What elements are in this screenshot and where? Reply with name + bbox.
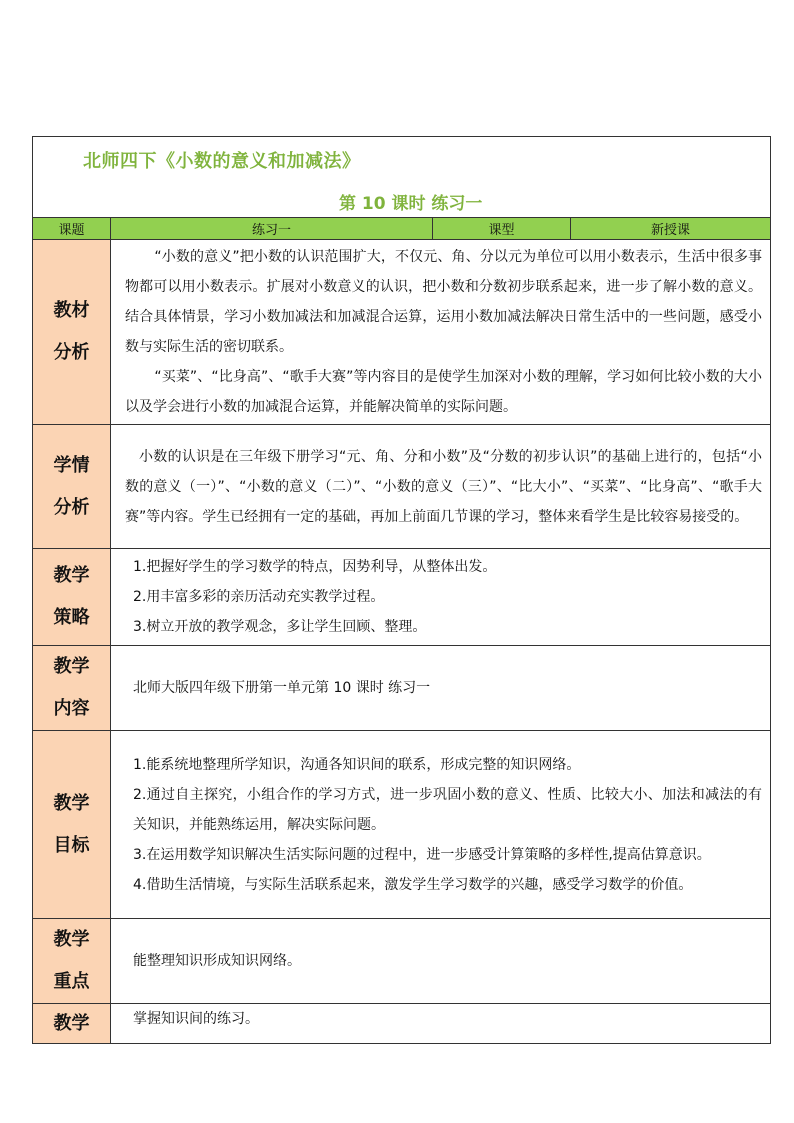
goals-content	[111, 731, 771, 919]
difficulty-row	[33, 1004, 771, 1044]
header-row	[33, 218, 771, 240]
keypoint-label: 教学 重点	[33, 919, 111, 1004]
goal-item: 4.借助生活情境，与实际生活联系起来，激发学生学习数学的兴趣，感受学习数学的价值。	[133, 876, 693, 893]
document-title: 北师四下《小数的意义和加减法》	[83, 151, 361, 172]
materials-paragraph-2: “买菜”、“比身高”、“歌手大赛”等内容目的是使学生加深对小数的理解，学习如何比较小数的大小以及学会进行小数的加减混合运算，并能解决简单的实际问题。	[125, 369, 762, 415]
difficulty-text: 掌握知识间的练习。	[111, 1004, 771, 1044]
keypoint-row	[33, 919, 771, 1004]
type-label: 课型	[433, 218, 571, 240]
materials-label: 教材 分析	[33, 240, 111, 425]
difficulty-label: 教学	[33, 1004, 111, 1044]
materials-content	[111, 240, 771, 425]
topic-value: 练习一	[111, 218, 433, 240]
strategy-item: 3.树立开放的教学观念，多让学生回顾、整理。	[133, 619, 427, 635]
type-value: 新授课	[571, 218, 771, 240]
title-row	[33, 137, 771, 218]
topic-label: 课题	[33, 218, 111, 240]
learners-paragraph: 小数的认识是在三年级下册学习“元、角、分和小数”及“分数的初步认识”的基础上进行的，包括“小数的意义（一）”、“小数的意义（二）”、“小数的意义（三）”、“比大小”、“买菜”、“比身高”、“歌手大赛”等内容。学生已经拥有一定的基础，再加上前面几节课的学习，整体来看学生是比较容易接受的。	[125, 448, 762, 525]
learners-row	[33, 425, 771, 549]
goal-item: 3.在运用数学知识解决生活实际问题的过程中，进一步感受计算策略的多样性,提高估算意识。	[133, 846, 711, 863]
strategy-label: 教学 策略	[33, 549, 111, 646]
strategy-content	[111, 549, 771, 646]
content-text: 北师大版四年级下册第一单元第 10 课时 练习一	[111, 646, 771, 731]
lesson-subtitle: 第 10 课时 练习一	[339, 194, 483, 214]
title-cell	[33, 137, 771, 218]
goals-label: 教学 目标	[33, 731, 111, 919]
learners-label: 学情 分析	[33, 425, 111, 549]
goal-item: 2.通过自主探究，小组合作的学习方式，进一步巩固小数的意义、性质、比较大小、加法和减法的有关知识，并能熟练运用，解决实际问题。	[133, 786, 762, 833]
content-label: 教学 内容	[33, 646, 111, 731]
materials-row	[33, 240, 771, 425]
strategy-row	[33, 549, 771, 646]
keypoint-text: 能整理知识形成知识网络。	[111, 919, 771, 1004]
strategy-item: 1.把握好学生的学习数学的特点，因势利导，从整体出发。	[133, 559, 497, 575]
content-row	[33, 646, 771, 731]
goal-item: 1.能系统地整理所学知识，沟通各知识间的联系，形成完整的知识网络。	[133, 756, 581, 773]
goals-row	[33, 731, 771, 919]
learners-content	[111, 425, 771, 549]
strategy-item: 2.用丰富多彩的亲历活动充实教学过程。	[133, 589, 385, 605]
materials-paragraph-1: “小数的意义”把小数的认识范围扩大，不仅元、角、分以元为单位可以用小数表示，生活中很多事物都可以用小数表示。扩展对小数意义的认识，把小数和分数初步联系起来，进一步了解小数的意义。结合具体情景，学习小数加减法和加减混合运算，运用小数加减法解决日常生活中的一些问题，感受小数与实际生活的密切联系。	[125, 249, 762, 355]
lesson-plan-table	[32, 136, 771, 1044]
lesson-plan-sheet	[32, 136, 770, 1044]
